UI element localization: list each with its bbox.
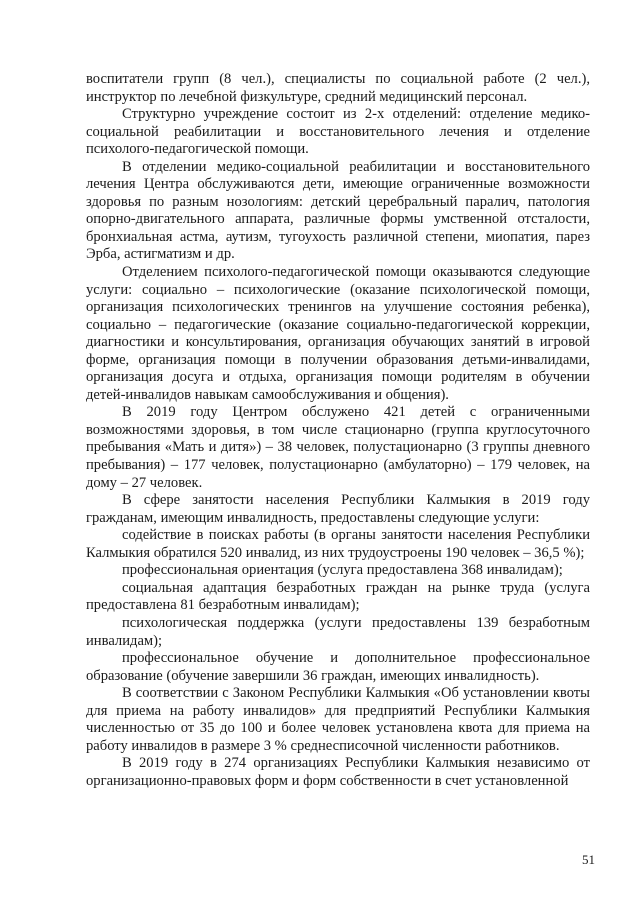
list-item-career-guidance: профессиональная ориентация (услуга предоставлена 368 инвалидам); (122, 562, 563, 579)
list-item-professional-training: профессиональное обучение и дополнительное профессиональное образование (обучение завершили 36 граждан, имеющих инвалидность). (86, 650, 590, 684)
list-item-psych-support: психологическая поддержка (услуги предоставлены 139 безработным инвалидам); (86, 614, 590, 649)
paragraph-staff-continued: воспитатели групп (8 чел.), специалисты по социальной работе (2 чел.), инструктор по лечебной физкультуре, средний медицинский персонал. (86, 71, 590, 105)
paragraph-structure: Структурно учреждение состоит из 2-х отделений: отделение медико-социальной реабилитации и восстановительного лечения и отделение психолого-педагогической помощи. (86, 106, 590, 158)
paragraph-employment-services: В сфере занятости населения Республики Калмыкия в 2019 году гражданам, имеющим инвалидность, предоставлены следующие услуги: (86, 492, 590, 526)
paragraph-psych-ped-services: Отделением психолого-педагогической помощи оказываются следующие услуги: социально – психологические (оказание психологической помощи, организация психологических тренингов на улучшение состояния ребенка), социально – педагогические (оказание социально-педагогической коррекции, диагностики и консультирования, организация обучающих занятий в игровой форме, организация помощи в получении образования детьми-инвалидами, организация досуга и отдыха, организация помощи родителям в обучении детей-инвалидов навыкам самообслуживания и общения). (86, 264, 590, 403)
paragraph-274-organizations: В 2019 году в 274 организациях Республики Калмыкия независимо от организационно-правовых форм и форм собственности в счет установленной (86, 755, 590, 789)
paragraph-medical-rehab-department: В отделении медико-социальной реабилитации и восстановительного лечения Центра обслуживаются дети, имеющие ограниченные возможности здоровья по разным нозологиям: детский церебральный паралич, патология опорно-двигательного аппарата, различные формы умственной отсталости, бронхиальная астма, аутизм, тугоухость различной степени, миопатия, парез Эрба, астигматизм и др. (86, 158, 590, 263)
paragraph-2019-served: В 2019 году Центром обслужено 421 детей с ограниченными возможностями здоровья, в том числе стационарно (группа круглосуточного пребывания «Мать и дитя») – 38 человек, полустационарно (3 группы дневного пребывания) – 177 человек, полустационарно (амбулаторно) – 179 человек, на дому – 27 человек. (86, 404, 590, 491)
list-item-job-search: содействие в поисках работы (в органы занятости населения Республики Калмыкия обратился 520 инвалид, из них трудоустроены 190 человек – 36,5 %); (86, 527, 590, 561)
paragraph-quota-law: В соответствии с Законом Республики Калмыкия «Об установлении квоты для приема на работу инвалидов» для предприятий Республики Калмыкия численностью от 35 до 100 и более человек установлена квота для приема на работу инвалидов в размере 3 % среднесписочной численности работников. (86, 685, 590, 754)
list-item-social-adaptation: социальная адаптация безработных граждан на рынке труда (услуга предоставлена 81 безработным инвалидам); (86, 579, 590, 614)
document-body (86, 71, 590, 790)
page-number: 51 (582, 852, 595, 867)
